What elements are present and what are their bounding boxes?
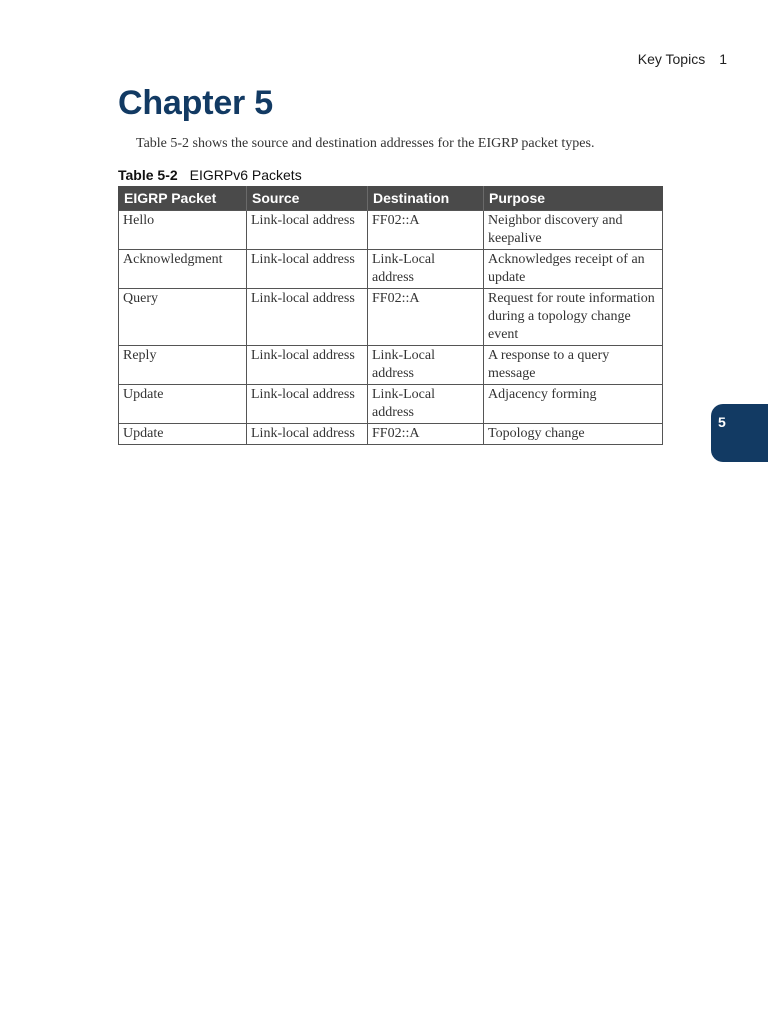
table-caption-title: EIGRPv6 Packets	[189, 167, 302, 183]
cell-packet: Reply	[119, 346, 247, 385]
cell-destination: Link-Local address	[368, 250, 484, 289]
table-row	[119, 211, 663, 250]
cell-destination: FF02::A	[368, 289, 484, 346]
cell-destination: FF02::A	[368, 424, 484, 445]
table-row	[119, 250, 663, 289]
cell-destination: Link-Local address	[368, 385, 484, 424]
table-row	[119, 346, 663, 385]
running-head-section: Key Topics	[637, 51, 706, 67]
cell-purpose: Acknowledges receipt of an update	[484, 250, 663, 289]
cell-destination: FF02::A	[368, 211, 484, 250]
cell-packet: Hello	[119, 211, 247, 250]
cell-packet: Update	[119, 424, 247, 445]
cell-source: Link-local address	[247, 424, 368, 445]
header-purpose: Purpose	[484, 186, 663, 211]
header-destination: Destination	[368, 186, 484, 211]
page-number: 1	[719, 51, 727, 67]
cell-packet: Update	[119, 385, 247, 424]
chapter-thumb-tab: 5	[711, 404, 768, 462]
cell-purpose: Topology change	[484, 424, 663, 445]
eigrp-packets-table	[118, 186, 663, 445]
cell-packet: Acknowledgment	[119, 250, 247, 289]
cell-destination: Link-Local address	[368, 346, 484, 385]
table-caption-number: Table 5-2	[118, 167, 178, 183]
cell-source: Link-local address	[247, 346, 368, 385]
cell-purpose: Request for route information during a topology change event	[484, 289, 663, 346]
header-source: Source	[247, 186, 368, 211]
table-header-row	[119, 186, 663, 211]
cell-source: Link-local address	[247, 289, 368, 346]
table-row	[119, 289, 663, 346]
cell-source: Link-local address	[247, 385, 368, 424]
table-row	[119, 385, 663, 424]
running-head	[638, 51, 727, 67]
table-caption	[118, 167, 302, 183]
chapter-title: Chapter 5	[118, 84, 274, 122]
cell-purpose: Neighbor discovery and keepalive	[484, 211, 663, 250]
table-row	[119, 424, 663, 445]
intro-paragraph: Table 5-2 shows the source and destination addresses for the EIGRP packet types.	[136, 136, 595, 151]
cell-purpose: A response to a query message	[484, 346, 663, 385]
cell-packet: Query	[119, 289, 247, 346]
cell-purpose: Adjacency forming	[484, 385, 663, 424]
header-eigrp-packet: EIGRP Packet	[119, 186, 247, 211]
cell-source: Link-local address	[247, 250, 368, 289]
cell-source: Link-local address	[247, 211, 368, 250]
